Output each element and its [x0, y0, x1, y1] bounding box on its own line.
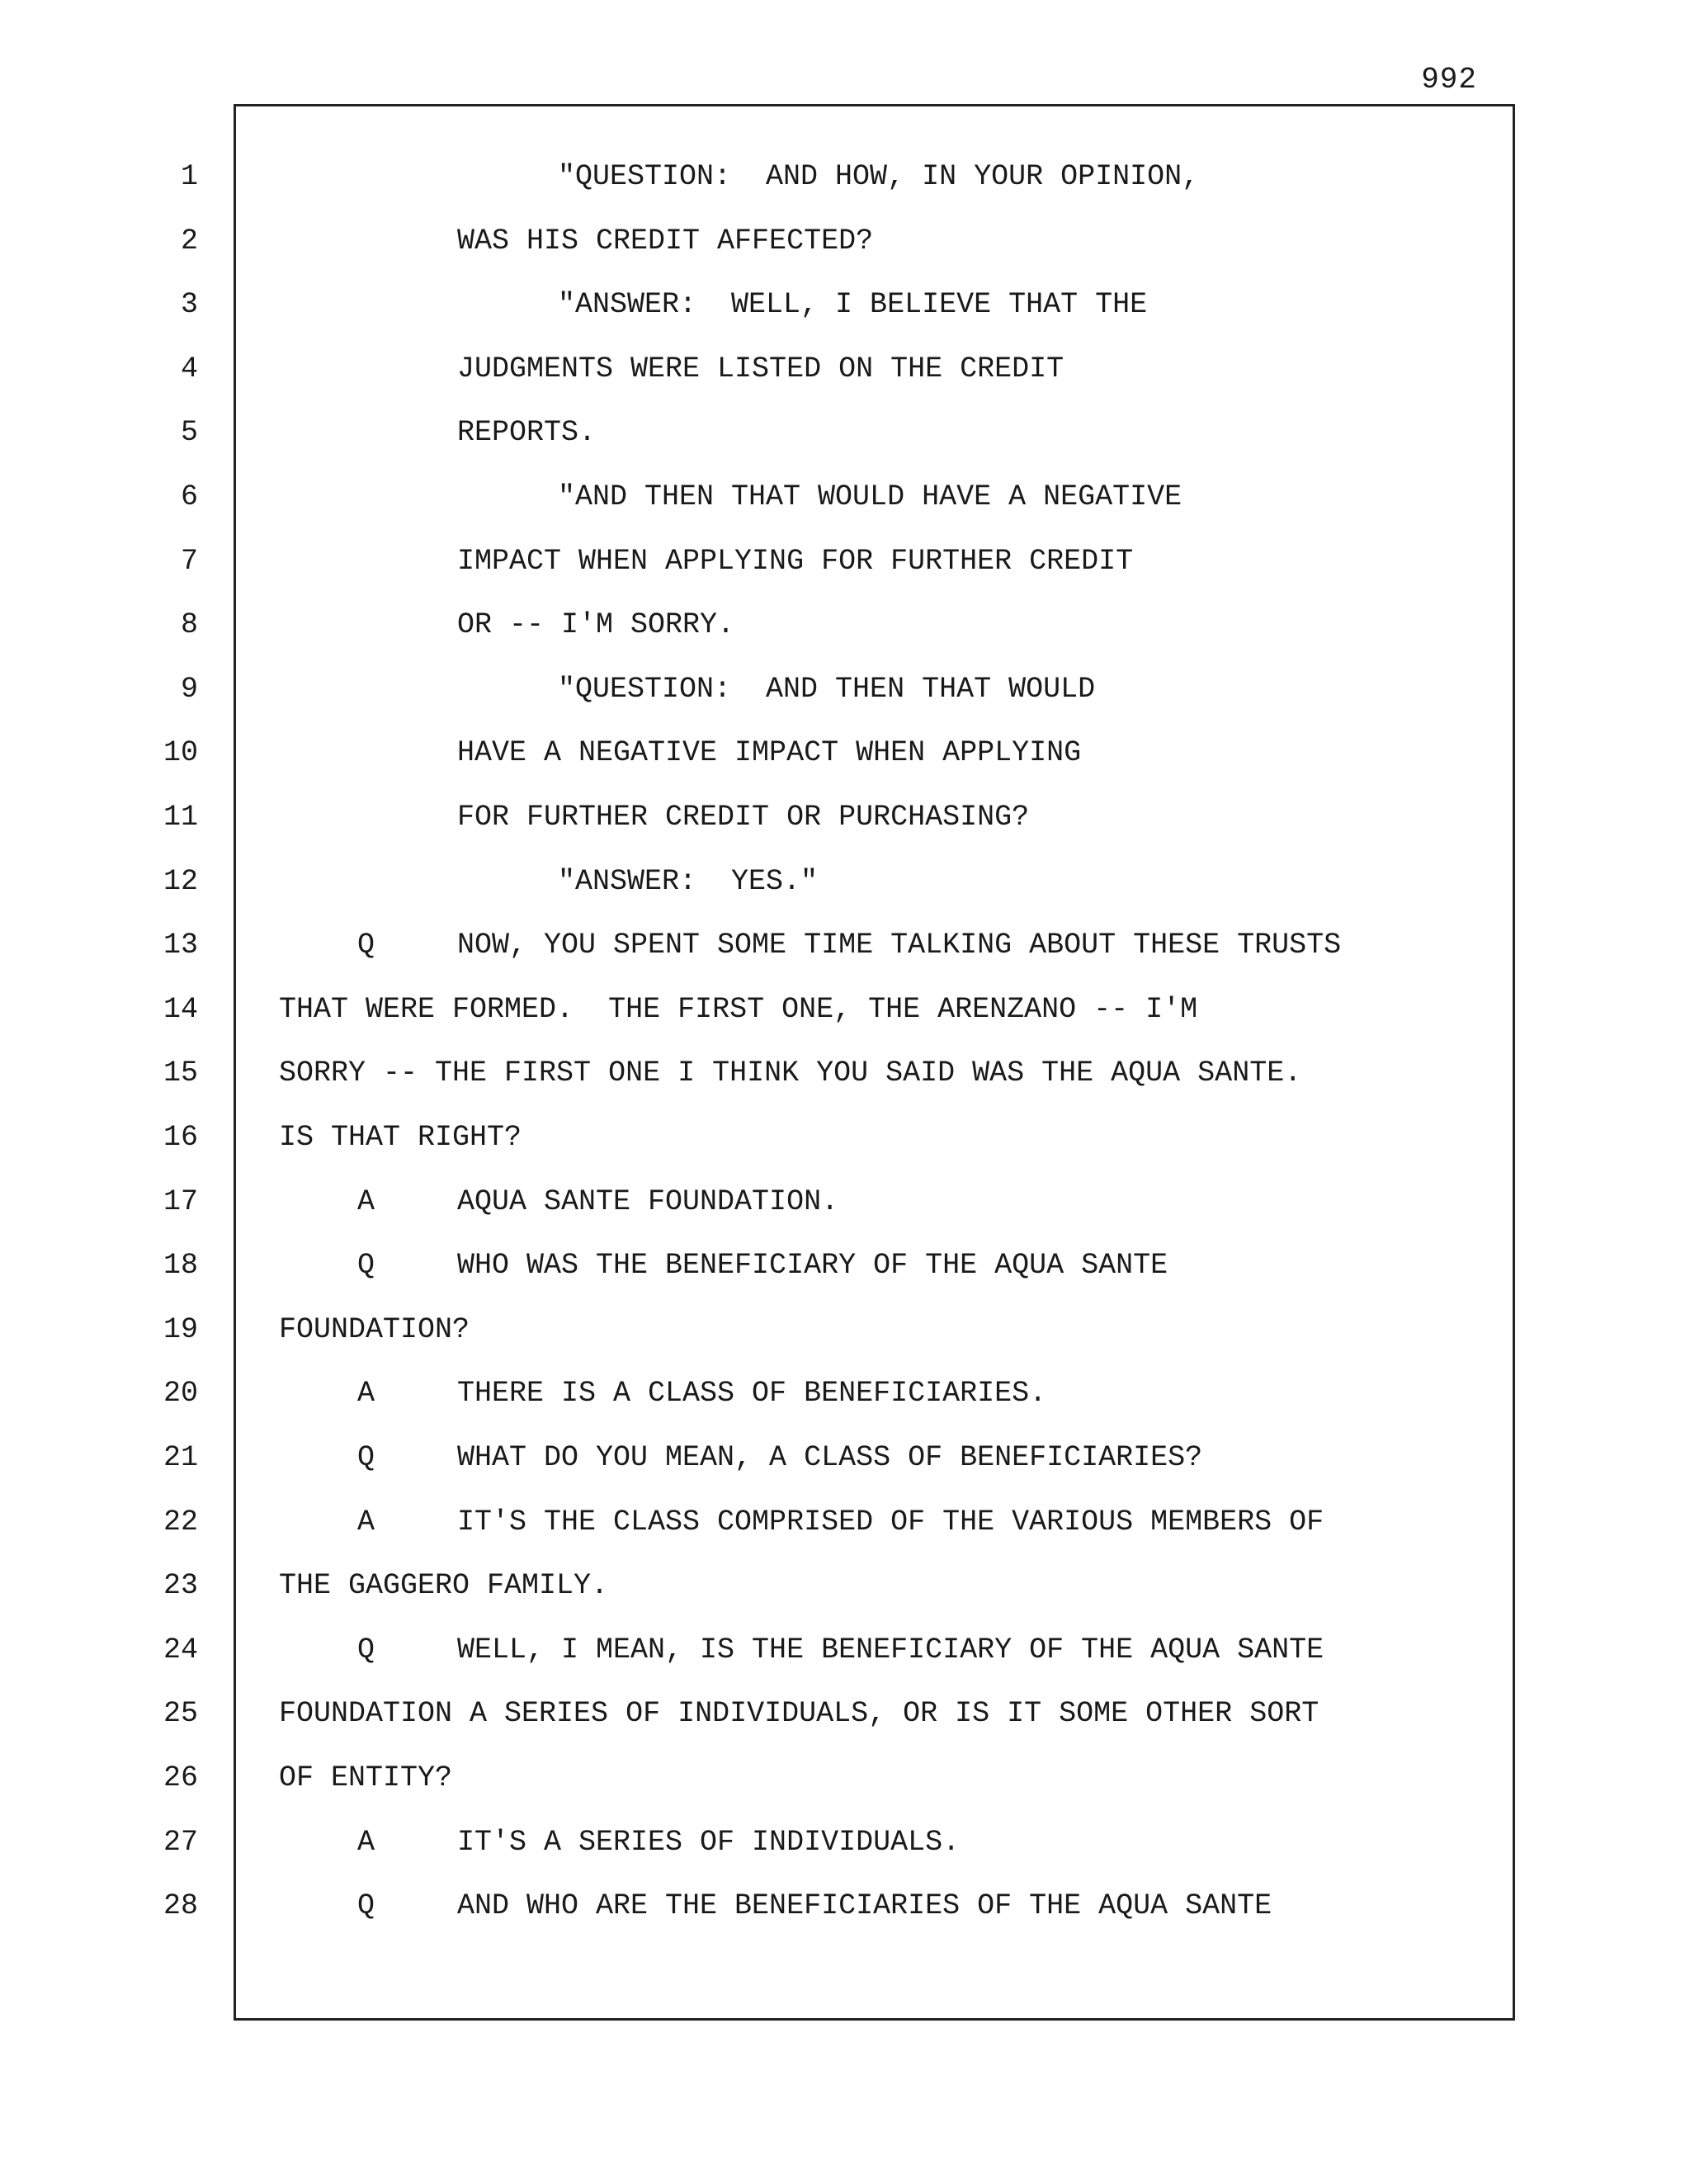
line-number: 12: [163, 865, 198, 898]
line-number: 4: [180, 352, 198, 385]
transcript-line-text: OR -- I'M SORRY.: [457, 608, 735, 641]
transcript-line-text: THERE IS A CLASS OF BENEFICIARIES.: [457, 1377, 1047, 1410]
transcript-line-text: WHO WAS THE BENEFICIARY OF THE AQUA SANTE: [457, 1249, 1168, 1282]
line-number: 1: [180, 160, 198, 193]
line-number: 17: [163, 1185, 198, 1218]
speaker-label: A: [357, 1826, 375, 1859]
transcript-line-text: "AND THEN THAT WOULD HAVE A NEGATIVE: [558, 480, 1183, 513]
line-number: 16: [163, 1121, 198, 1154]
transcript-line-text: THE GAGGERO FAMILY.: [279, 1569, 609, 1602]
speaker-label: Q: [357, 1441, 375, 1474]
transcript-line-text: OF ENTITY?: [279, 1761, 453, 1794]
line-number: 27: [163, 1826, 198, 1859]
speaker-label: Q: [357, 929, 375, 962]
transcript-line-text: IMPACT WHEN APPLYING FOR FURTHER CREDIT: [457, 545, 1134, 578]
speaker-label: Q: [357, 1249, 375, 1282]
speaker-label: Q: [357, 1633, 375, 1666]
line-number: 24: [163, 1633, 198, 1666]
line-number: 22: [163, 1506, 198, 1539]
transcript-line-text: "ANSWER: WELL, I BELIEVE THAT THE: [558, 288, 1148, 321]
line-number: 28: [163, 1889, 198, 1922]
transcript-line-text: WHAT DO YOU MEAN, A CLASS OF BENEFICIARIES?: [457, 1441, 1203, 1474]
speaker-label: A: [357, 1506, 375, 1539]
transcript-line-text: SORRY -- THE FIRST ONE I THINK YOU SAID WAS THE AQUA SANTE.: [279, 1057, 1302, 1090]
line-number: 10: [163, 736, 198, 769]
speaker-label: A: [357, 1377, 375, 1410]
line-number: 18: [163, 1249, 198, 1282]
transcript-line-text: JUDGMENTS WERE LISTED ON THE CREDIT: [457, 352, 1065, 385]
page-number: 992: [1421, 63, 1477, 97]
line-number: 25: [163, 1697, 198, 1730]
transcript-line-text: FOUNDATION?: [279, 1313, 470, 1346]
line-number: 6: [180, 480, 198, 513]
line-number: 3: [180, 288, 198, 321]
transcript-line-text: AQUA SANTE FOUNDATION.: [457, 1185, 839, 1218]
line-number: 7: [180, 545, 198, 578]
line-number: 14: [163, 993, 198, 1026]
line-number: 20: [163, 1377, 198, 1410]
transcript-line-text: WAS HIS CREDIT AFFECTED?: [457, 225, 874, 258]
transcript-line-text: "QUESTION: AND HOW, IN YOUR OPINION,: [558, 160, 1200, 193]
line-number: 21: [163, 1441, 198, 1474]
speaker-label: Q: [357, 1889, 375, 1922]
line-number: 19: [163, 1313, 198, 1346]
transcript-line-text: "QUESTION: AND THEN THAT WOULD: [558, 673, 1096, 706]
line-number: 9: [180, 673, 198, 706]
transcript-line-text: HAVE A NEGATIVE IMPACT WHEN APPLYING: [457, 736, 1082, 769]
line-number: 2: [180, 225, 198, 258]
line-number: 13: [163, 929, 198, 962]
transcript-line-text: NOW, YOU SPENT SOME TIME TALKING ABOUT THESE TRUSTS: [457, 929, 1342, 962]
line-number: 8: [180, 608, 198, 641]
transcript-line-text: FOR FURTHER CREDIT OR PURCHASING?: [457, 801, 1030, 834]
line-number: 5: [180, 416, 198, 449]
transcript-line-text: AND WHO ARE THE BENEFICIARIES OF THE AQUA SANTE: [457, 1889, 1272, 1922]
line-number: 11: [163, 801, 198, 834]
transcript-line-text: REPORTS.: [457, 416, 597, 449]
speaker-label: A: [357, 1185, 375, 1218]
transcript-line-text: FOUNDATION A SERIES OF INDIVIDUALS, OR IS IT SOME OTHER SORT: [279, 1697, 1319, 1730]
line-number: 26: [163, 1761, 198, 1794]
transcript-line-text: IT'S A SERIES OF INDIVIDUALS.: [457, 1826, 961, 1859]
transcript-line-text: IT'S THE CLASS COMPRISED OF THE VARIOUS MEMBERS OF: [457, 1506, 1324, 1539]
transcript-line-text: IS THAT RIGHT?: [279, 1121, 522, 1154]
line-number: 23: [163, 1569, 198, 1602]
transcript-line-text: "ANSWER: YES.": [558, 865, 819, 898]
transcript-line-text: THAT WERE FORMED. THE FIRST ONE, THE ARENZANO -- I'M: [279, 993, 1198, 1026]
transcript-line-text: WELL, I MEAN, IS THE BENEFICIARY OF THE AQUA SANTE: [457, 1633, 1324, 1666]
line-number: 15: [163, 1057, 198, 1090]
